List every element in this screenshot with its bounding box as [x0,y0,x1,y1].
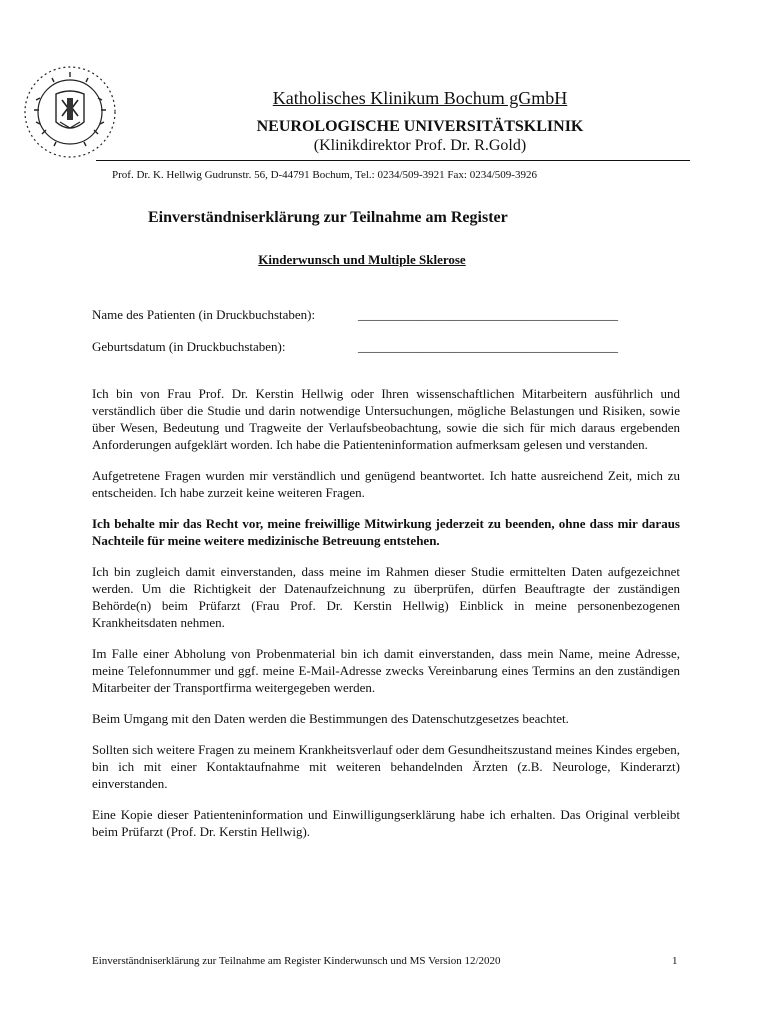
patient-name-label: Name des Patienten (in Druckbuchstaben): [92,307,316,322]
clinic-name: Katholisches Klinikum Bochum gGmbH [272,88,568,108]
footer-text: Einverständniserklärung zur Teilnahme am Register Kinderwunsch und MS Version 12/2020 [92,955,501,967]
consent-paragraph-questions: Aufgetretene Fragen wurden mir verständlich und genügend beantwortet. Ich hatte ausreichend Zeit, mich zu entscheiden. Ich habe zurzeit keine weiteren Fragen. [92,468,680,500]
page-number: 1 [672,955,678,967]
birthdate-label: Geburtsdatum (in Druckbuchstaben): [92,339,286,354]
birthdate-field[interactable]: ________________________________________ [358,339,618,354]
consent-paragraph-withdrawal: Ich behalte mir das Recht vor, meine freiwillige Mitwirkung jederzeit zu beenden, ohne dass mir daraus Nachteile für meine weitere medizinische Betreuung entstehen. [92,516,680,548]
department-name: NEUROLOGISCHE UNIVERSITÄTSKLINIK [256,118,584,135]
consent-paragraph-copy: Eine Kopie dieser Patienteninformation und Einwilligungserklärung habe ich erhalten. Das Original verbleibt beim Prüfarzt (Prof. Dr. Kerstin Hellwig). [92,807,680,839]
consent-body [92,385,680,854]
consent-paragraph-sample-pickup: Im Falle einer Abholung von Probenmaterial bin ich damit einverstanden, dass mein Name, meine Adresse, meine Telefonnummer und ggf. meine E-Mail-Adresse zwecks Vereinbarung eines Termins an den zuständigen Mitarbeiter der Transportfirma weitergegeben werden. [92,646,680,695]
consent-paragraph-information: Ich bin von Frau Prof. Dr. Kerstin Hellwig oder Ihren wissenschaftlichen Mitarbeitern ausführlich und verständlich über die Studie und darin notwendige Untersuchungen, mögliche Belastungen und Risiken, sowie über Wesen, Bedeutung und Tragweite der Verlaufsbeobachtung, sowie die sich für mich daraus ergebenden Anforderungen aufgeklärt worden. Ich habe die Patienteninformation aufmerksam gelesen und verstanden. [92,386,680,452]
consent-paragraph-data-protection: Beim Umgang mit den Daten werden die Bestimmungen des Datenschutzgesetzes beachtet. [92,711,569,726]
contact-address: Prof. Dr. K. Hellwig Gudrunstr. 56, D-44791 Bochum, Tel.: 0234/509-3921 Fax: 0234/509-3926 [112,169,537,181]
document-title: Einverständniserklärung zur Teilnahme am Register [148,209,508,226]
clinic-director: (Klinikdirektor Prof. Dr. R.Gold) [313,137,527,154]
consent-paragraph-contact: Sollten sich weitere Fragen zu meinem Krankheitsverlauf oder dem Gesundheitszustand meines Kindes ergeben, bin ich mit einer Kontaktaufnahme mit weiteren behandelnden Ärzten (z.B. Neurologe, Kinderarzt) einverstanden. [92,742,680,791]
patient-name-field[interactable]: ________________________________________ [358,307,618,322]
document-subtitle: Kinderwunsch und Multiple Sklerose [258,252,466,267]
clinic-seal-icon [22,64,118,160]
consent-paragraph-data-recording: Ich bin zugleich damit einverstanden, dass meine im Rahmen dieser Studie ermittelten Daten aufgezeichnet werden. Um die Richtigkeit der Datenaufzeichnung zu überprüfen, dürfen Beauftragte der zuständigen Behörde(n) beim Prüfarzt (Frau Prof. Dr. Kerstin Hellwig) Einblick in meine personenbezogenen Krankheitsdaten nehmen. [92,564,680,630]
header-divider [96,160,690,161]
